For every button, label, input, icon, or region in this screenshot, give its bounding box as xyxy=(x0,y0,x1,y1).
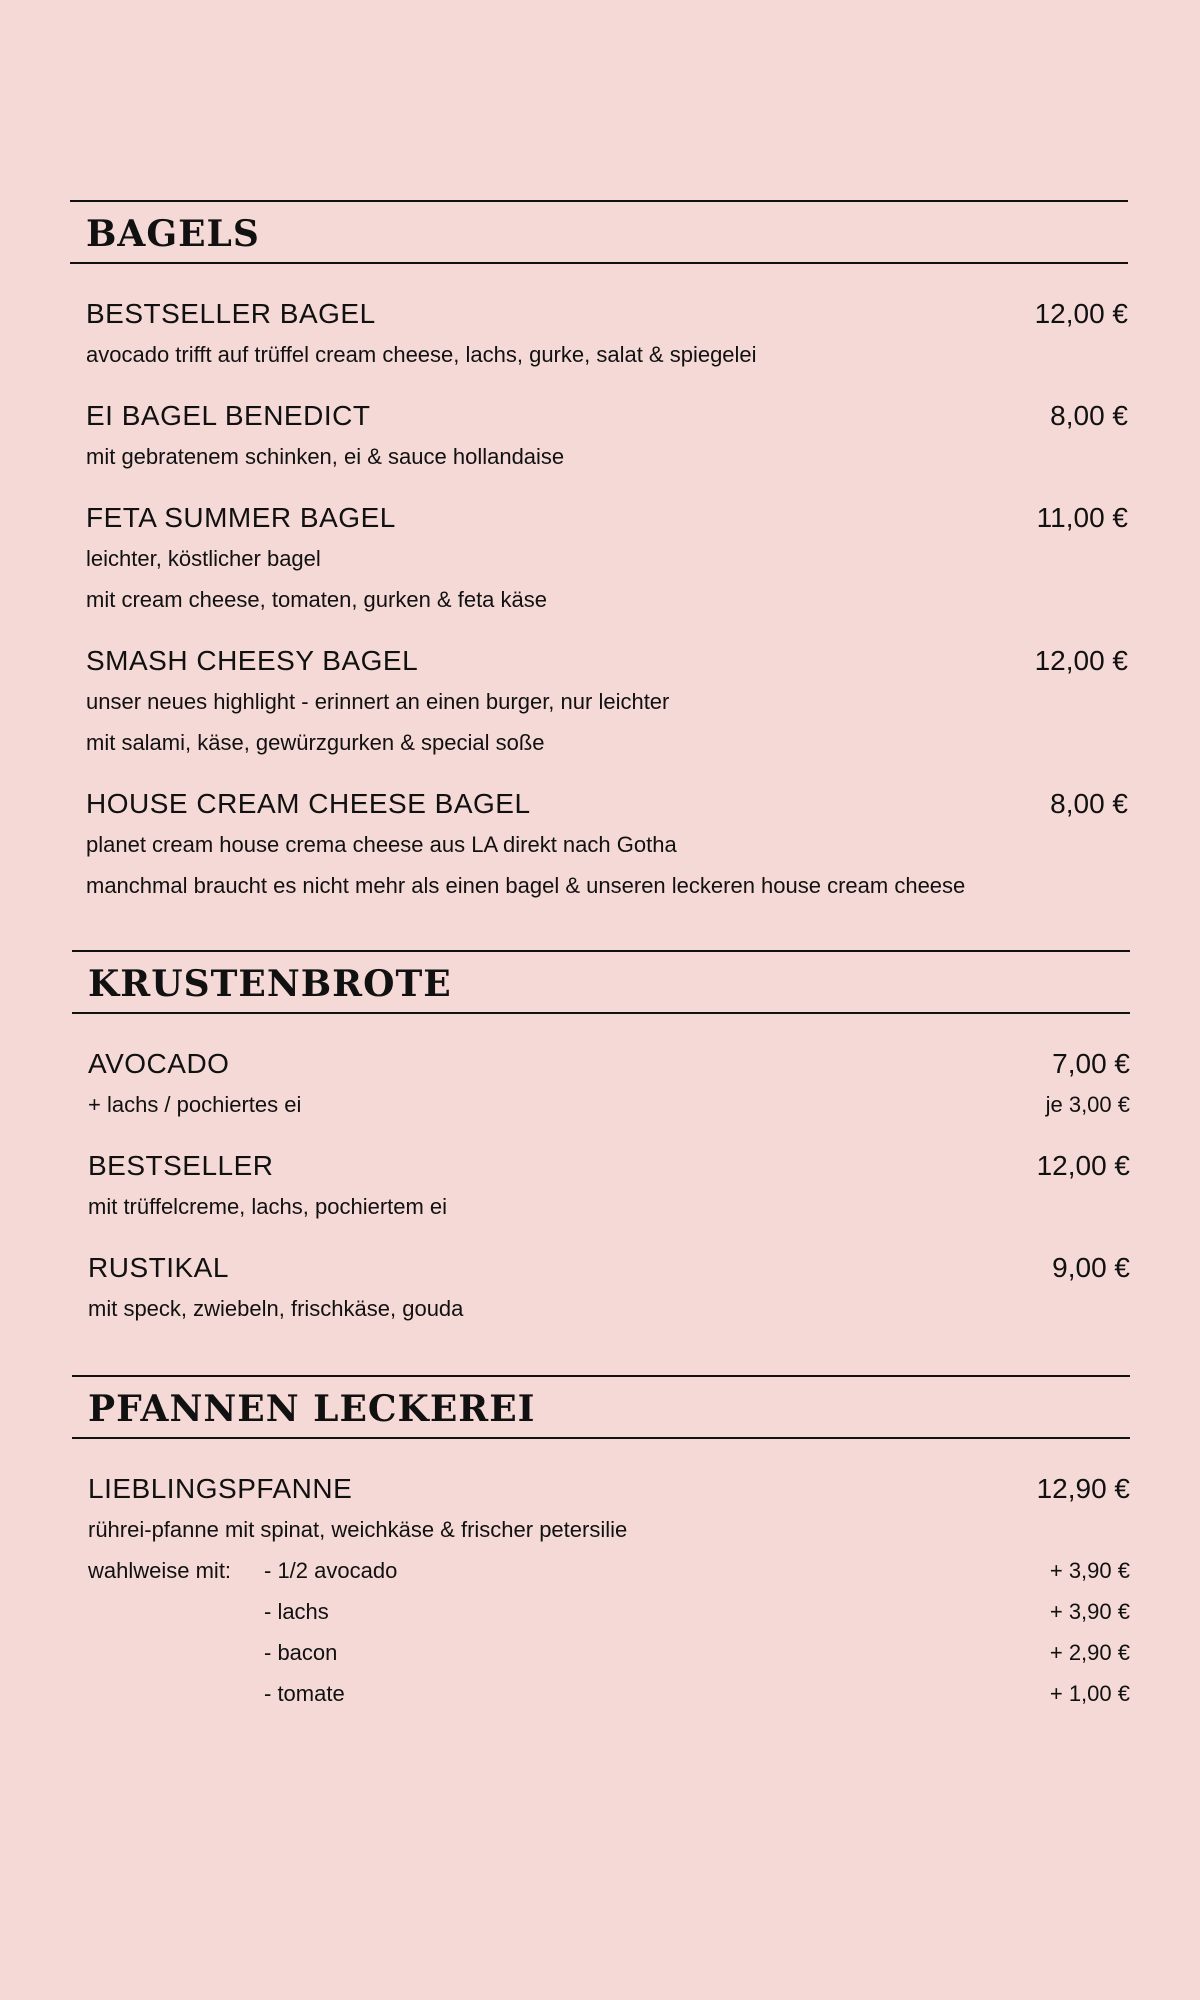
item-description: leichter, köstlicher bagel xyxy=(86,546,321,571)
section-pfannen-leckerei xyxy=(72,1375,1130,1714)
section-title: BAGELS xyxy=(86,213,260,255)
item-price: 12,00 € xyxy=(1034,645,1128,676)
option-price: + 3,90 € xyxy=(1049,1558,1130,1583)
item-price: 8,00 € xyxy=(1050,788,1128,819)
item-price: 12,90 € xyxy=(1036,1473,1130,1504)
item-description: manchmal braucht es nicht mehr als einen bagel & unseren leckeren house cream cheese xyxy=(86,873,966,898)
section-title: PFANNEN LECKEREI xyxy=(88,1388,536,1430)
menu-item xyxy=(70,498,1128,620)
options-label: wahlweise mit: xyxy=(88,1558,232,1583)
option-price: + 2,90 € xyxy=(1049,1640,1130,1665)
section-krustenbrote xyxy=(72,950,1130,1329)
item-description: + lachs / pochiertes ei xyxy=(88,1092,302,1117)
section-header xyxy=(70,200,1128,264)
item-description: mit cream cheese, tomaten, gurken & feta käse xyxy=(86,587,548,612)
option-name: - lachs xyxy=(264,1599,329,1624)
section-title: KRUSTENBROTE xyxy=(88,963,452,1005)
item-price: 8,00 € xyxy=(1050,400,1128,431)
section-bagels xyxy=(70,200,1128,906)
item-price: 7,00 € xyxy=(1052,1048,1130,1079)
menu-item xyxy=(70,396,1128,477)
menu-item xyxy=(72,1044,1130,1125)
item-name: HOUSE CREAM CHEESE BAGEL xyxy=(86,788,531,819)
option-row xyxy=(88,1632,1130,1673)
item-price: 9,00 € xyxy=(1052,1252,1130,1283)
item-name: BESTSELLER xyxy=(88,1150,274,1181)
item-description: mit speck, zwiebeln, frischkäse, gouda xyxy=(88,1296,464,1321)
item-description: avocado trifft auf trüffel cream cheese, lachs, gurke, salat & spiegelei xyxy=(86,342,757,367)
option-price: + 1,00 € xyxy=(1049,1681,1130,1706)
addon-price: je 3,00 € xyxy=(1045,1092,1130,1117)
option-row xyxy=(88,1591,1130,1632)
option-price: + 3,90 € xyxy=(1049,1599,1130,1624)
item-description: rührei-pfanne mit spinat, weichkäse & frischer petersilie xyxy=(88,1517,628,1542)
option-name: - 1/2 avocado xyxy=(264,1558,398,1583)
option-row xyxy=(88,1550,1130,1591)
item-name: BESTSELLER BAGEL xyxy=(86,298,376,329)
item-name: EI BAGEL BENEDICT xyxy=(86,400,371,431)
option-row xyxy=(88,1673,1130,1714)
menu-item xyxy=(72,1248,1130,1329)
menu-item xyxy=(70,294,1128,375)
menu-item xyxy=(72,1469,1130,1714)
item-name: AVOCADO xyxy=(88,1048,230,1079)
item-description: mit trüffelcreme, lachs, pochiertem ei xyxy=(88,1194,448,1219)
item-description: mit salami, käse, gewürzgurken & special soße xyxy=(86,730,545,755)
section-header xyxy=(72,950,1130,1014)
menu-item xyxy=(72,1146,1130,1227)
item-name: SMASH CHEESY BAGEL xyxy=(86,645,419,676)
item-description: unser neues highlight - erinnert an einen burger, nur leichter xyxy=(86,689,670,714)
item-price: 12,00 € xyxy=(1036,1150,1130,1181)
item-price: 12,00 € xyxy=(1034,298,1128,329)
item-price: 11,00 € xyxy=(1036,502,1128,533)
menu-item xyxy=(70,784,1128,906)
option-name: - tomate xyxy=(264,1681,345,1706)
item-name: LIEBLINGSPFANNE xyxy=(88,1473,353,1504)
section-header xyxy=(72,1375,1130,1439)
menu-item xyxy=(70,641,1128,763)
item-description: mit gebratenem schinken, ei & sauce hollandaise xyxy=(86,444,565,469)
item-description: planet cream house crema cheese aus LA direkt nach Gotha xyxy=(86,832,677,857)
option-name: - bacon xyxy=(264,1640,338,1665)
item-name: RUSTIKAL xyxy=(88,1252,229,1283)
item-name: FETA SUMMER BAGEL xyxy=(86,502,396,533)
